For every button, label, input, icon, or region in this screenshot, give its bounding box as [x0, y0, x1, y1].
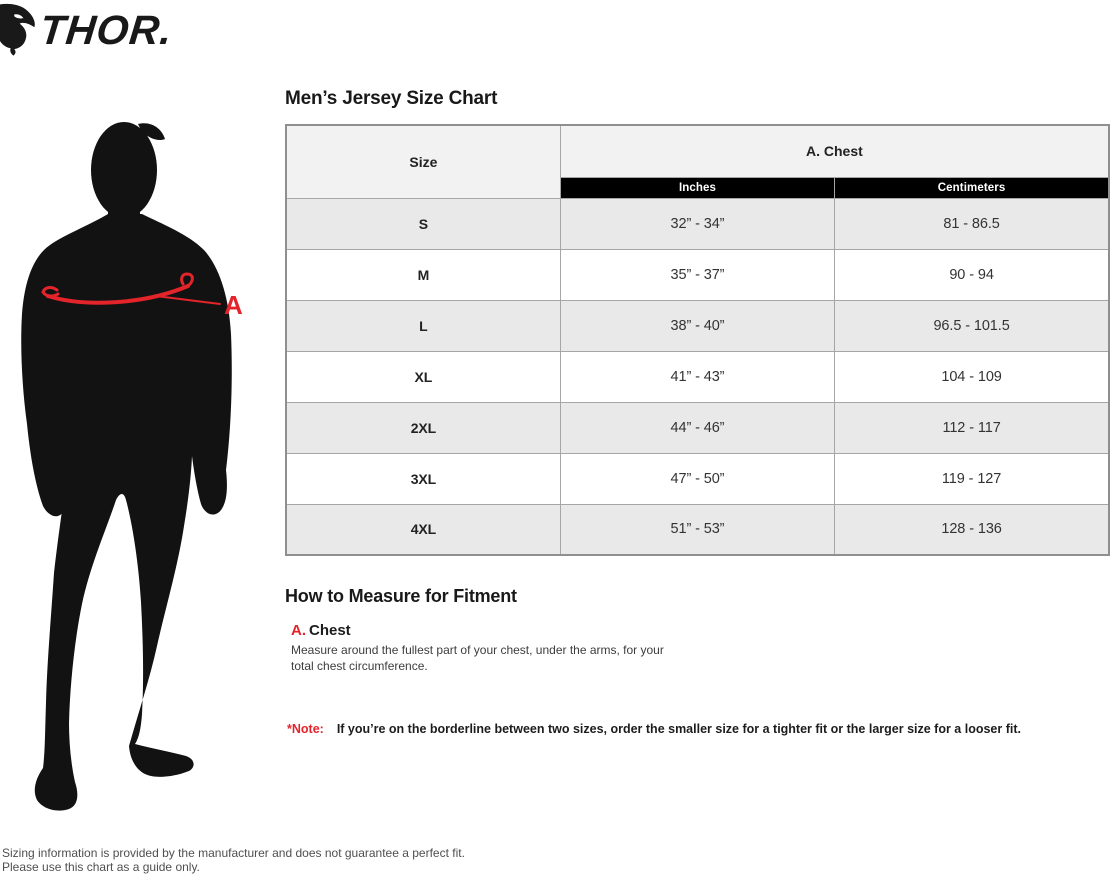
- table-row: [286, 351, 1109, 402]
- cell-size: M: [286, 249, 560, 300]
- cell-cm: 119 - 127: [835, 453, 1109, 504]
- cell-inches: 38” - 40”: [560, 300, 834, 351]
- cell-size: 4XL: [286, 504, 560, 555]
- size-chart-table: [285, 124, 1110, 556]
- column-header-size: Size: [286, 125, 560, 198]
- sizing-note: [287, 722, 1021, 736]
- thor-logo: [0, 2, 190, 58]
- table-row: [286, 300, 1109, 351]
- cell-inches: 44” - 46”: [560, 402, 834, 453]
- measure-item-letter: A.: [291, 622, 306, 639]
- cell-cm: 104 - 109: [835, 351, 1109, 402]
- note-text: If you’re on the borderline between two sizes, order the smaller size for a tighter fit or the larger size for a looser fit.: [336, 722, 1021, 736]
- male-silhouette-graphic: [8, 118, 258, 818]
- footer-line-1: Sizing information is provided by the manufacturer and does not guarantee a perfect fit.: [2, 846, 465, 860]
- cell-inches: 47” - 50”: [560, 453, 834, 504]
- silhouette-body: [21, 214, 232, 811]
- footer-disclaimer: [2, 846, 465, 874]
- measure-item-chest: [291, 622, 691, 674]
- subheader-centimeters: Centimeters: [835, 177, 1109, 198]
- subheader-inches: Inches: [560, 177, 834, 198]
- table-row: [286, 198, 1109, 249]
- cell-cm: 112 - 117: [835, 402, 1109, 453]
- cell-cm: 128 - 136: [835, 504, 1109, 555]
- cell-size: S: [286, 198, 560, 249]
- table-row: [286, 504, 1109, 555]
- column-header-chest: A. Chest: [560, 125, 1109, 177]
- table-row: [286, 249, 1109, 300]
- cell-size: XL: [286, 351, 560, 402]
- table-row: [286, 453, 1109, 504]
- thor-goat-icon: [0, 3, 38, 57]
- chest-point-label: A: [224, 290, 243, 320]
- cell-size: 2XL: [286, 402, 560, 453]
- cell-size: 3XL: [286, 453, 560, 504]
- cell-inches: 32” - 34”: [560, 198, 834, 249]
- cell-size: L: [286, 300, 560, 351]
- footer-line-2: Please use this chart as a guide only.: [2, 860, 200, 874]
- note-label: *Note:: [287, 722, 324, 736]
- cell-cm: 96.5 - 101.5: [835, 300, 1109, 351]
- cell-inches: 51” - 53”: [560, 504, 834, 555]
- size-table-body: [286, 198, 1109, 555]
- cell-cm: 90 - 94: [835, 249, 1109, 300]
- measurement-figure: [8, 118, 258, 818]
- page-title: Men’s Jersey Size Chart: [285, 88, 498, 109]
- measure-item-heading: [291, 622, 691, 639]
- measure-section-title: How to Measure for Fitment: [285, 586, 517, 606]
- measure-item-description: Measure around the fullest part of your chest, under the arms, for your total chest circumference.: [291, 643, 664, 673]
- cell-cm: 81 - 86.5: [835, 198, 1109, 249]
- table-row: [286, 402, 1109, 453]
- thor-logo-text: THOR.: [37, 6, 176, 53]
- measure-item-name: Chest: [309, 622, 351, 639]
- size-chart-table-wrap: [285, 124, 1110, 556]
- cell-inches: 41” - 43”: [560, 351, 834, 402]
- cell-inches: 35” - 37”: [560, 249, 834, 300]
